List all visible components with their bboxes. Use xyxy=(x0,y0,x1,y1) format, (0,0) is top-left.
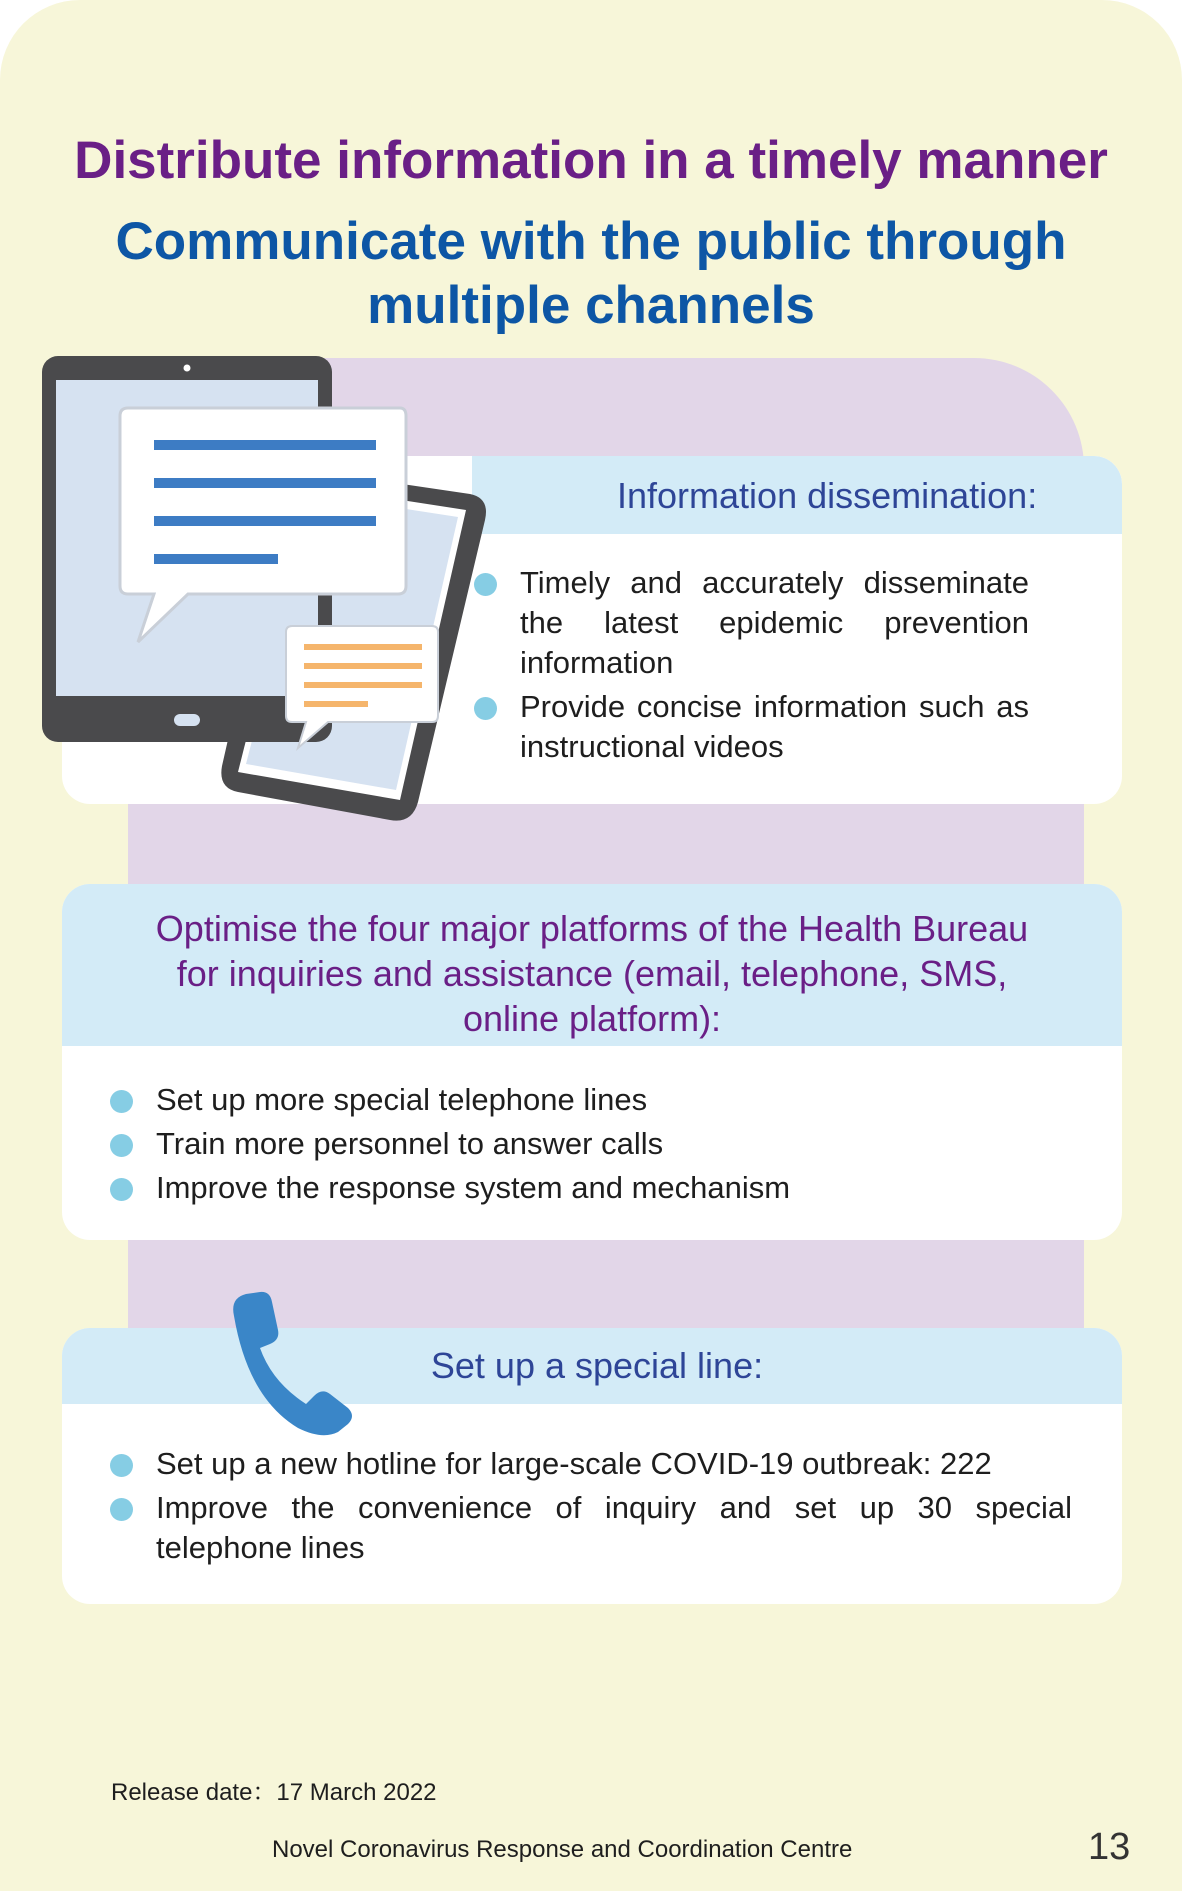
main-title: Distribute information in a timely manner xyxy=(74,131,1108,190)
list-item: Train more personnel to answer calls xyxy=(110,1124,1070,1164)
subtitle-line-1: Communicate with the public through xyxy=(115,212,1067,271)
bullet-dot xyxy=(110,1134,133,1157)
dissemination-list xyxy=(474,563,1029,771)
special-line-list xyxy=(110,1444,1072,1572)
bullet-dot xyxy=(110,1090,133,1113)
list-item: Timely and accurately disseminate the latest epidemic prevention information xyxy=(474,563,1029,683)
special-line-heading: Set up a special line: xyxy=(430,1345,764,1386)
platforms-heading: Optimise the four major platforms of the Health Bureau for inquiries and assistance (email, telephone, SMS, online platform): xyxy=(155,908,1029,1039)
bullet-dot xyxy=(110,1178,133,1201)
special-line-panel xyxy=(62,1328,1122,1604)
release-date: Release date：17 March 2022 xyxy=(111,1779,437,1806)
platforms-panel xyxy=(62,884,1122,1240)
bullet-dot xyxy=(110,1454,133,1477)
page-number: 13 xyxy=(1088,1826,1131,1868)
platforms-list xyxy=(110,1080,1070,1212)
telephone-icon xyxy=(226,1290,356,1436)
list-item: Improve the response system and mechanism xyxy=(110,1168,1070,1208)
subtitle-line-2: multiple channels xyxy=(367,276,815,335)
list-item: Provide concise information such as instructional videos xyxy=(474,687,1029,767)
list-item: Set up a new hotline for large-scale COVID-19 outbreak: 222 xyxy=(110,1444,1072,1484)
list-item: Improve the convenience of inquiry and set up 30 special telephone lines xyxy=(110,1488,1072,1568)
subtitle xyxy=(0,210,1182,338)
devices-illustration xyxy=(38,352,498,822)
bullet-dot xyxy=(110,1498,133,1521)
footer-organisation: Novel Coronavirus Response and Coordination Centre xyxy=(272,1836,853,1863)
dissemination-heading: Information dissemination: xyxy=(617,475,1038,516)
list-item: Set up more special telephone lines xyxy=(110,1080,1070,1120)
